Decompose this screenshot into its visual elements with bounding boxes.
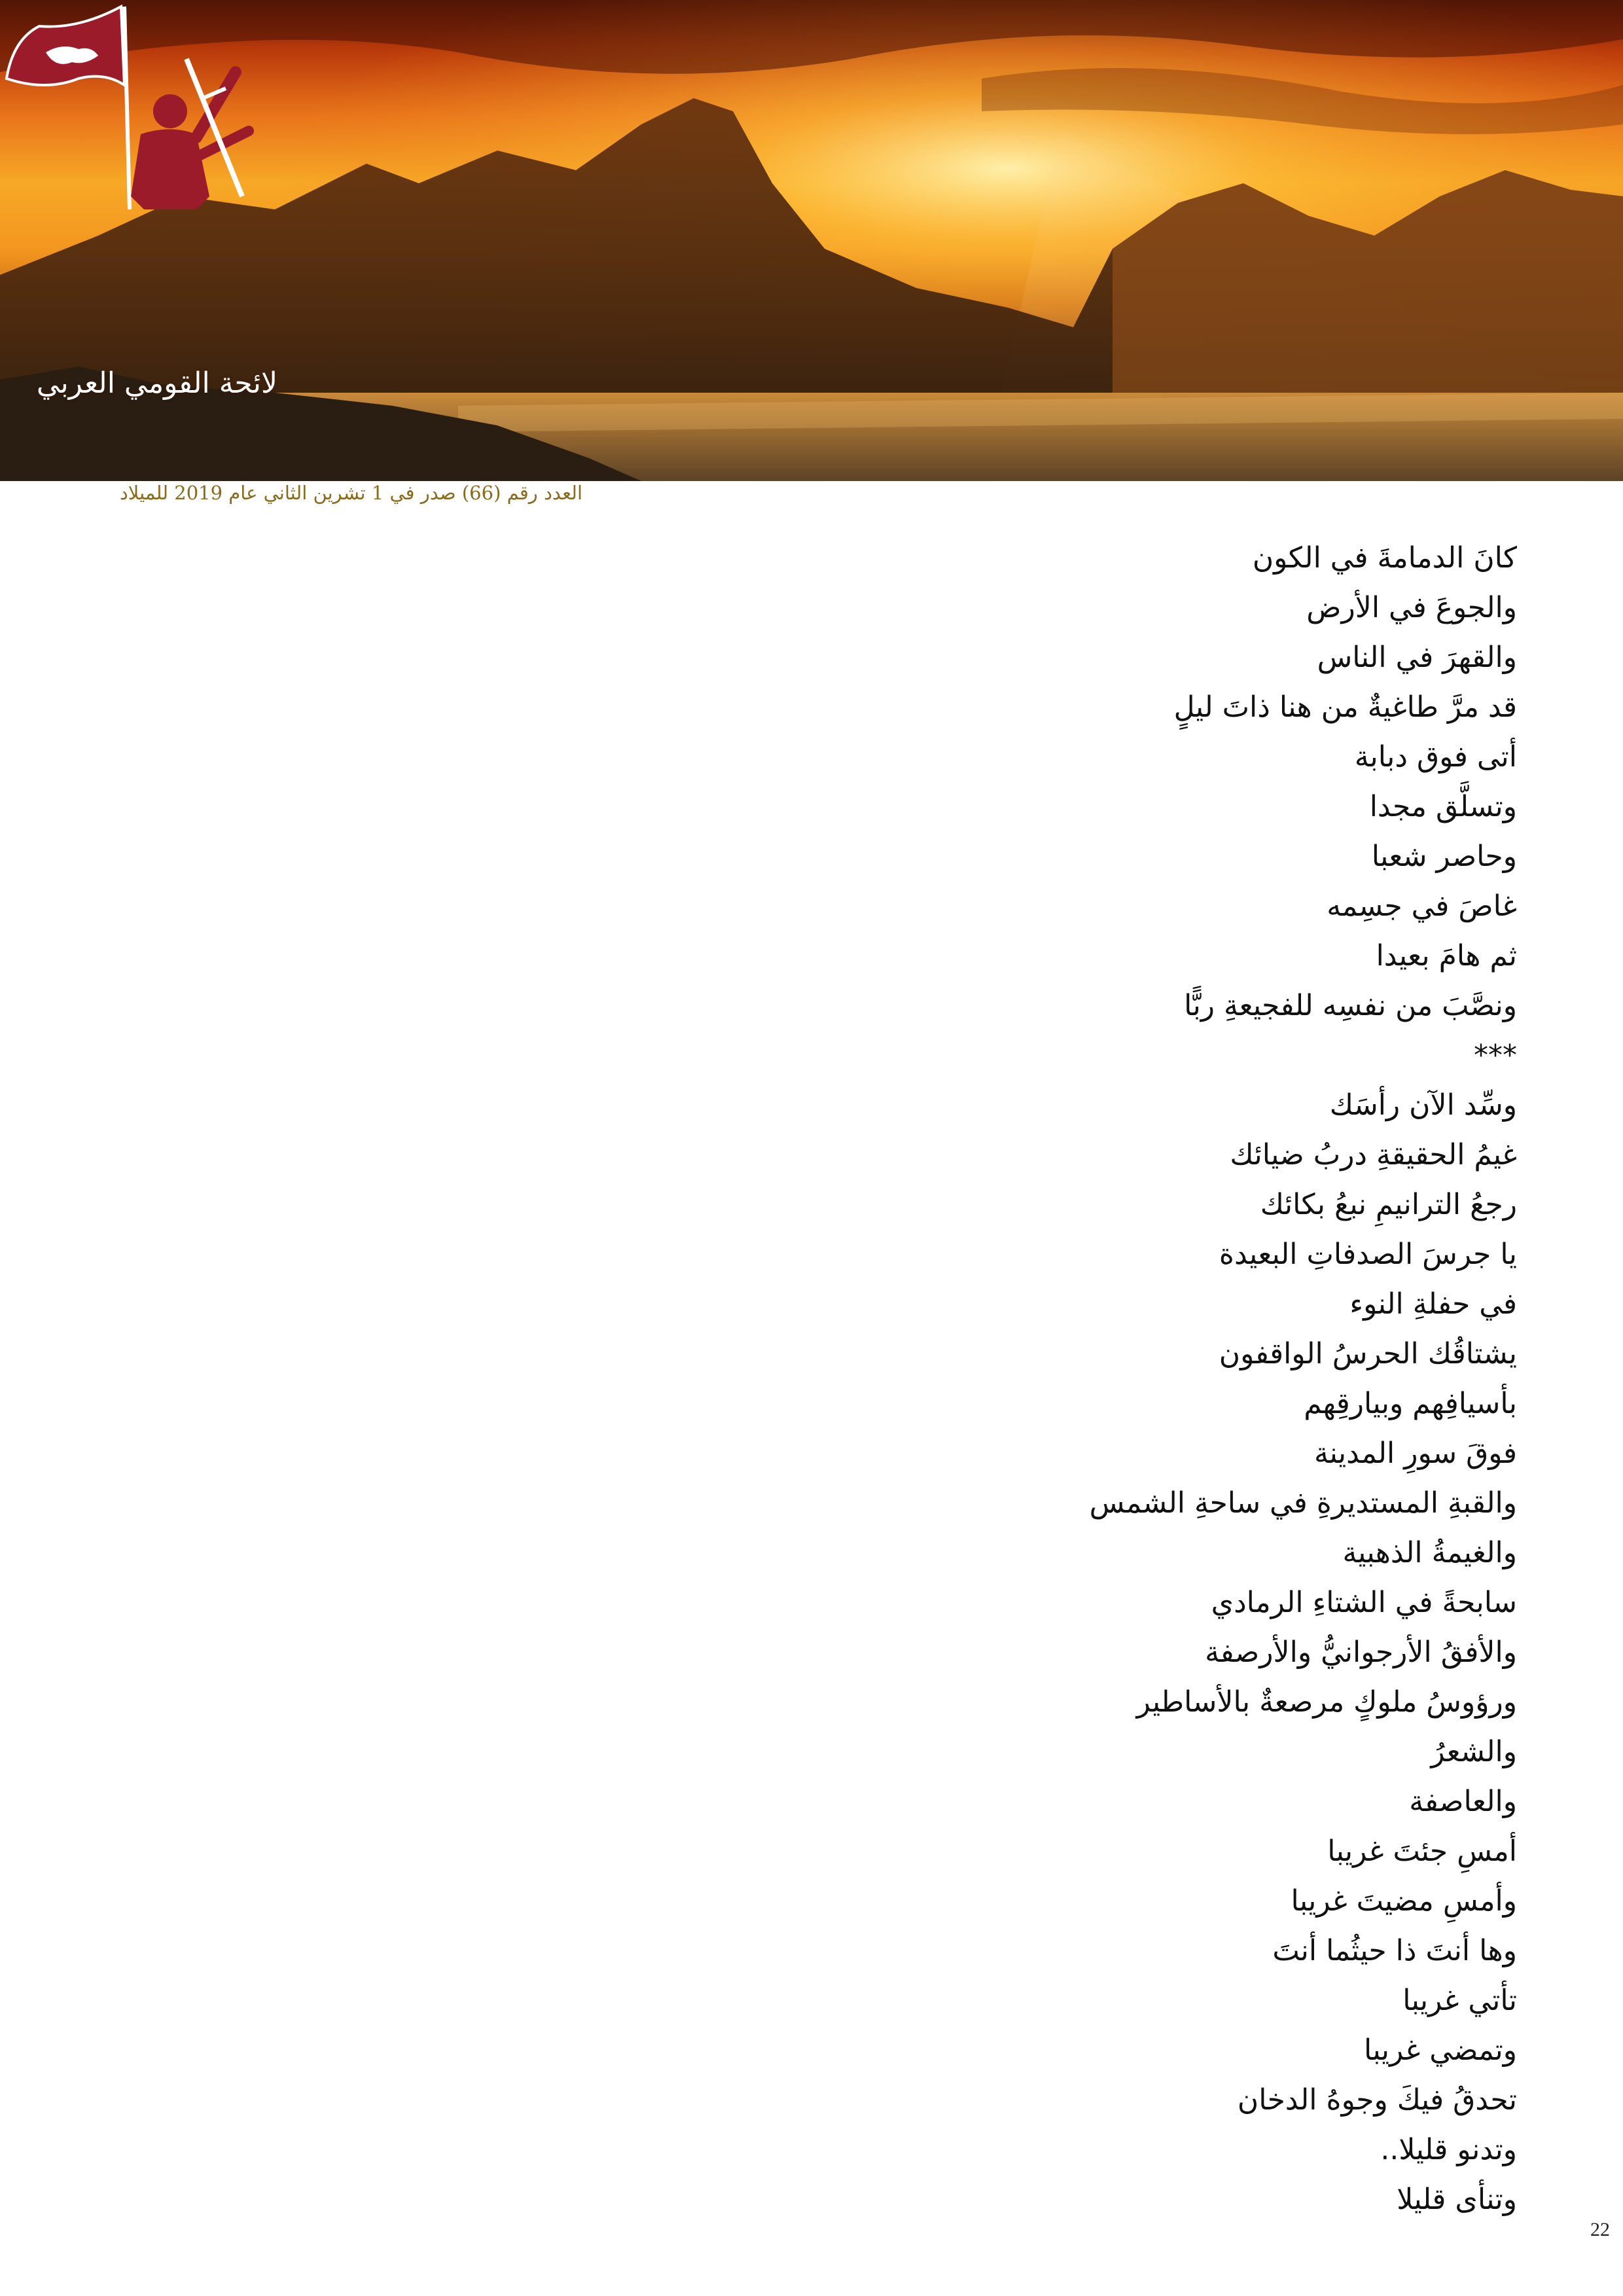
poem-line: يا جرسَ الصدفاتِ البعيدة: [1219, 1238, 1517, 1271]
poem-line: تأتي غريبا: [1402, 1984, 1517, 2017]
poem-line: غيمُ الحقيقةِ دربُ ضيائك: [1230, 1138, 1517, 1172]
poem-line: أتى فوق دبابة: [1354, 740, 1517, 774]
poem-line: والعاصفة: [1409, 1785, 1517, 1818]
poem-line: ونصَّبَ من نفسِه للفجيعةِ ربًّا: [1184, 989, 1517, 1022]
poem-line: وتمضي غريبا: [1364, 2034, 1517, 2067]
poem-line: غاصَ في جسِمه: [1327, 889, 1517, 923]
poem-line: أمسِ جئتَ غريبا: [1327, 1835, 1517, 1868]
header-banner: [0, 0, 1623, 481]
poem-line: رجعُ الترانيمِ نبعُ بكائك: [1260, 1188, 1517, 1221]
poem-line: ورؤوسُ ملوكٍ مرصعةٌ بالأساطير: [1136, 1685, 1517, 1719]
poem-line: والأفقُ الأرجوانيُّ والأرصفة: [1205, 1636, 1517, 1669]
poem-line: وسِّد الآن رأسَك: [1329, 1088, 1517, 1122]
poem-line: في حفلةِ النوء: [1349, 1287, 1517, 1321]
issue-info-line: العدد رقم (66) صدر في 1 تشرين الثاني عام 2019 للميلاد: [119, 482, 582, 504]
flag-fighter-logo: [0, 0, 262, 255]
poem-line: وتسلَّق مجدا: [1369, 790, 1517, 823]
poem-line: وها أنتَ ذا حيثُما أنتَ: [1272, 1934, 1517, 1967]
poem-line: والقبةِ المستديرةِ في ساحةِ الشمس: [1089, 1486, 1517, 1520]
poem-line: وحاصر شعبا: [1371, 840, 1517, 873]
logo-title: لائحة القومي العربي: [36, 367, 278, 400]
poem-line: ثم هامَ بعيدا: [1376, 939, 1517, 973]
poem-line: تحدقُ فيكَ وجوهُ الدخان: [1237, 2083, 1517, 2117]
poem-line: والغيمةُ الذهبية: [1342, 1536, 1517, 1570]
poem-line: قد مرَّ طاغيةٌ من هنا ذاتَ ليلٍ: [1173, 691, 1517, 724]
page-number: 22: [1590, 2219, 1610, 2240]
poem-line: وتنأى قليلا: [1397, 2183, 1517, 2216]
poem-body: [797, 533, 1517, 2225]
poem-line: سابحةً في الشتاءِ الرمادي: [1211, 1586, 1517, 1619]
poem-line: والقهرَ في الناس: [1317, 641, 1517, 674]
poem-line: كانَ الدمامةَ في الكون: [1252, 541, 1517, 575]
poem-line: وتدنو قليلا..: [1380, 2133, 1517, 2166]
poem-line: وأمسِ مضيتَ غريبا: [1291, 1884, 1517, 1918]
stanza-separator: ***: [1474, 1039, 1517, 1072]
poem-line: والجوعَ في الأرض: [1306, 591, 1517, 624]
poem-line: يشتاقُك الحرسُ الواقفون: [1219, 1337, 1517, 1371]
poem-line: والشعرُ: [1431, 1735, 1517, 1768]
poem-line: فوقَ سورِ المدينة: [1314, 1437, 1517, 1470]
poem-line: بأسيافِهم وبيارقِهم: [1304, 1387, 1517, 1420]
